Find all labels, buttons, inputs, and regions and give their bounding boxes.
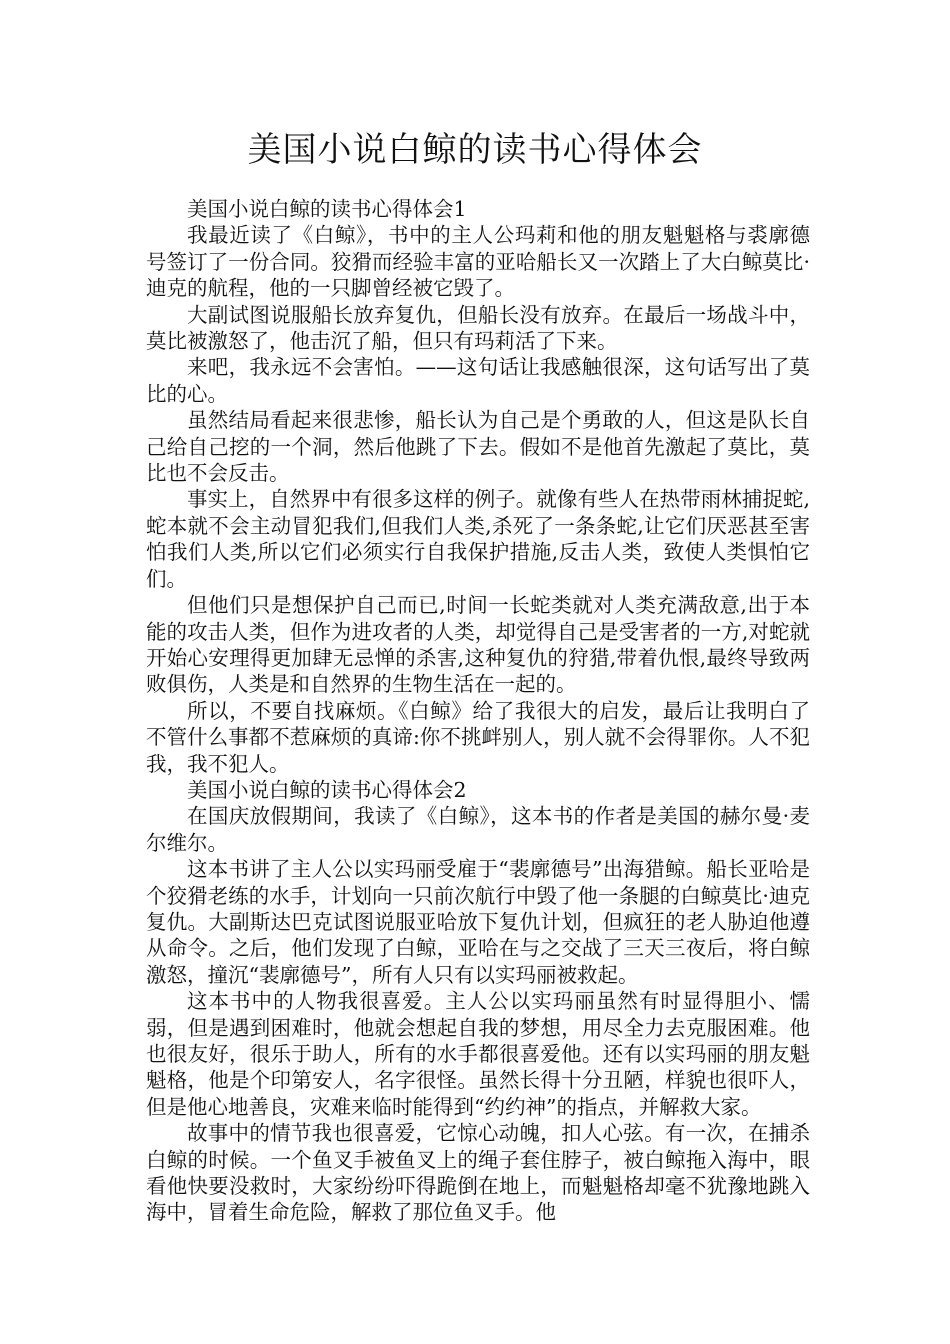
paragraph: 这本书讲了主人公以实玛丽受雇于“裴廓德号”出海猎鲸。船长亚哈是个狡猾老练的水手，计划向一只前次航行中毁了他一条腿的白鲸莫比·迪克复仇。大副斯达巴克试图说服亚哈放下复仇计划，但疯狂的老人胁迫他遵从命令。之后，他们发现了白鲸，亚哈在与之交战了三天三夜后，将白鲸激怒，撞沉“裴廓德号”，所有人只有以实玛丽被救起。 [146, 857, 810, 987]
paragraph: 大副试图说服船长放弃复仇，但船长没有放弃。在最后一场战斗中，莫比被激怒了，他击沉了船，但只有玛莉活了下来。 [146, 302, 810, 354]
paragraph: 在国庆放假期间，我读了《白鲸》，这本书的作者是美国的赫尔曼·麦尔维尔。 [146, 804, 810, 855]
paragraph: 事实上，自然界中有很多这样的例子。就像有些人在热带雨林捕捉蛇,蛇本就不会主动冒犯我们,但我们人类,杀死了一条条蛇,让它们厌恶甚至害怕我们人类,所以它们必须实行自我保护措施,反击人类，致使人类惧怕它们。 [146, 487, 810, 591]
paragraph: 虽然结局看起来很悲惨，船长认为自己是个勇敢的人，但这是队长自己给自己挖的一个洞，然后他跳了下去。假如不是他首先激起了莫比，莫比也不会反击。 [146, 408, 810, 486]
paragraph: 所以，不要自找麻烦。《白鲸》给了我很大的启发，最后让我明白了不管什么事都不惹麻烦的真谛:你不挑衅别人，别人就不会得罪你。人不犯我，我不犯人。 [146, 698, 810, 776]
section-heading-1: 美国小说白鲸的读书心得体会1 [187, 197, 467, 221]
paragraph: 但他们只是想保护自己而已,时间一长蛇类就对人类充满敌意,出于本能的攻击人类，但作为进攻者的人类，却觉得自己是受害者的一方,对蛇就开始心安理得更加肆无忌惮的杀害,这种复仇的狩猎,带着仇恨,最终导致两败俱伤，人类是和自然界的生物生活在一起的。 [146, 593, 810, 697]
paragraph: 来吧，我永远不会害怕。——这句话让我感触很深，这句话写出了莫比的心。 [146, 355, 810, 406]
document-title: 美国小说白鲸的读书心得体会 [247, 130, 703, 170]
document-body [146, 196, 810, 1226]
section-heading-2: 美国小说白鲸的读书心得体会2 [187, 777, 467, 802]
paragraph: 故事中的情节我也很喜爱，它惊心动魄，扣人心弦。有一次，在捕杀白鲸的时候。一个鱼叉手被鱼叉上的绳子套住脖子，被白鲸拖入海中，眼看他快要没救时，大家纷纷吓得跪倒在地上，而魁魁格却毫不犹豫地跳入海中，冒着生命危险，解救了那位鱼叉手。他 [146, 1121, 810, 1225]
paragraph: 这本书中的人物我很喜爱。主人公以实玛丽虽然有时显得胆小、懦弱，但是遇到困难时，他就会想起自我的梦想，用尽全力去克服困难。他也很友好，很乐于助人，所有的水手都很喜爱他。还有以实玛丽的朋友魁魁格，他是个印第安人，名字很怪。虽然长得十分丑陋，样貌也很吓人，但是他心地善良，灾难来临时能得到“约约神”的指点，并解救大家。 [146, 989, 810, 1119]
paragraph: 我最近读了《白鲸》，书中的主人公玛莉和他的朋友魁魁格与裘廓德号签订了一份合同。狡猾而经验丰富的亚哈船长又一次踏上了大白鲸莫比·迪克的航程，他的一只脚曾经被它毁了。 [146, 223, 810, 301]
